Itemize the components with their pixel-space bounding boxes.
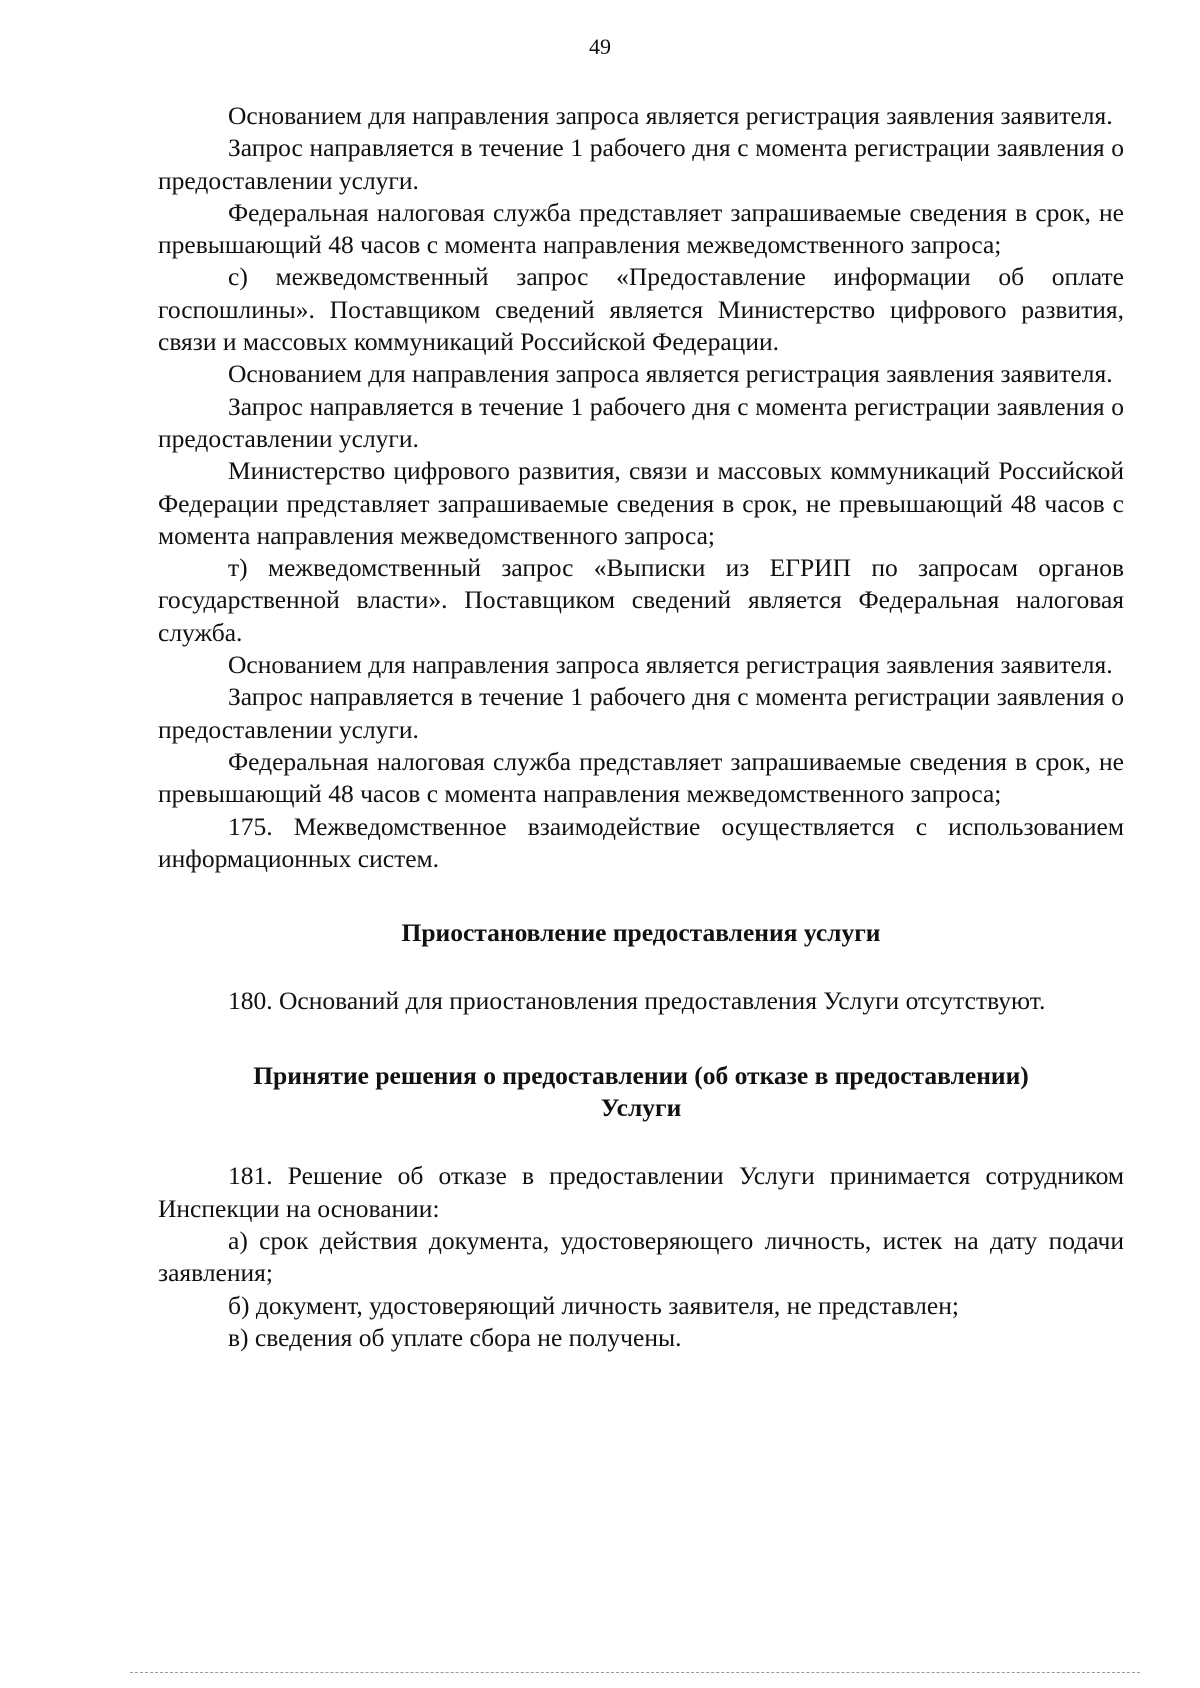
- paragraph-ministry-response: Министерство цифрового развития, связи и массовых коммуникаций Российской Федерации представляет запрашиваемые сведения в срок, не превышающий 48 часов с момента направления межведомственного запроса;: [158, 456, 1124, 550]
- heading-decision: [158, 1060, 1124, 1125]
- paragraph-deadline-3: Запрос направляется в течение 1 рабочего дня с момента регистрации заявления о предоставлении услуги.: [158, 682, 1124, 744]
- paragraph-fns-response-2: Федеральная налоговая служба представляет запрашиваемые сведения в срок, не превышающий 48 часов с момента направления межведомственного запроса;: [158, 746, 1124, 809]
- paragraph-181-a: а) срок действия документа, удостоверяющего личность, истек на дату подачи заявления;: [158, 1225, 1124, 1288]
- paragraph-basis-3: Основанием для направления запроса является регистрация заявления заявителя.: [228, 650, 1113, 680]
- heading-decision-line-1: Принятие решения о предоставлении (об отказе в предоставлении): [253, 1060, 1029, 1090]
- heading-suspension: Приостановление предоставления услуги: [401, 918, 881, 948]
- paragraph-item-s: с) межведомственный запрос «Предоставление информации об оплате госпошлины». Поставщиком сведений является Министерство цифрового развития, связи и массовых коммуникаций Российской Федерации.: [158, 262, 1124, 357]
- paragraph-deadline-1: Запрос направляется в течение 1 рабочего дня с момента регистрации заявления о предоставлении услуги.: [158, 133, 1124, 195]
- paragraph-basis-1: Основанием для направления запроса является регистрация заявления заявителя.: [228, 101, 1113, 130]
- paragraph-item-t: т) межведомственный запрос «Выписки из ЕГРИП по запросам органов государственной власти». Поставщиком сведений является Федеральная налоговая служба.: [158, 553, 1124, 647]
- paragraph-175: 175. Межведомственное взаимодействие осуществляется с использованием информационных систем.: [158, 811, 1124, 873]
- document-body: [158, 100, 1124, 1354]
- paragraph-181-b: б) документ, удостоверяющий личность заявителя, не представлен;: [228, 1290, 959, 1320]
- scan-edge-line: [130, 1672, 1140, 1673]
- page-number: 49: [589, 34, 611, 59]
- paragraph-basis-2: Основанием для направления запроса является регистрация заявления заявителя.: [228, 359, 1113, 389]
- heading-decision-line-2: Услуги: [600, 1093, 682, 1123]
- paragraph-fns-response-1: Федеральная налоговая служба представляет запрашиваемые сведения в срок, не превышающий 48 часов с момента направления межведомственного запроса;: [158, 197, 1124, 260]
- paragraph-181: 181. Решение об отказе в предоставлении Услуги принимается сотрудником Инспекции на основании:: [158, 1161, 1124, 1223]
- paragraph-181-c: в) сведения об уплате сбора не получены.: [228, 1322, 682, 1352]
- paragraph-deadline-2: Запрос направляется в течение 1 рабочего дня с момента регистрации заявления о предоставлении услуги.: [158, 391, 1124, 453]
- paragraph-180: 180. Оснований для приостановления предоставления Услуги отсутствуют.: [228, 986, 1046, 1016]
